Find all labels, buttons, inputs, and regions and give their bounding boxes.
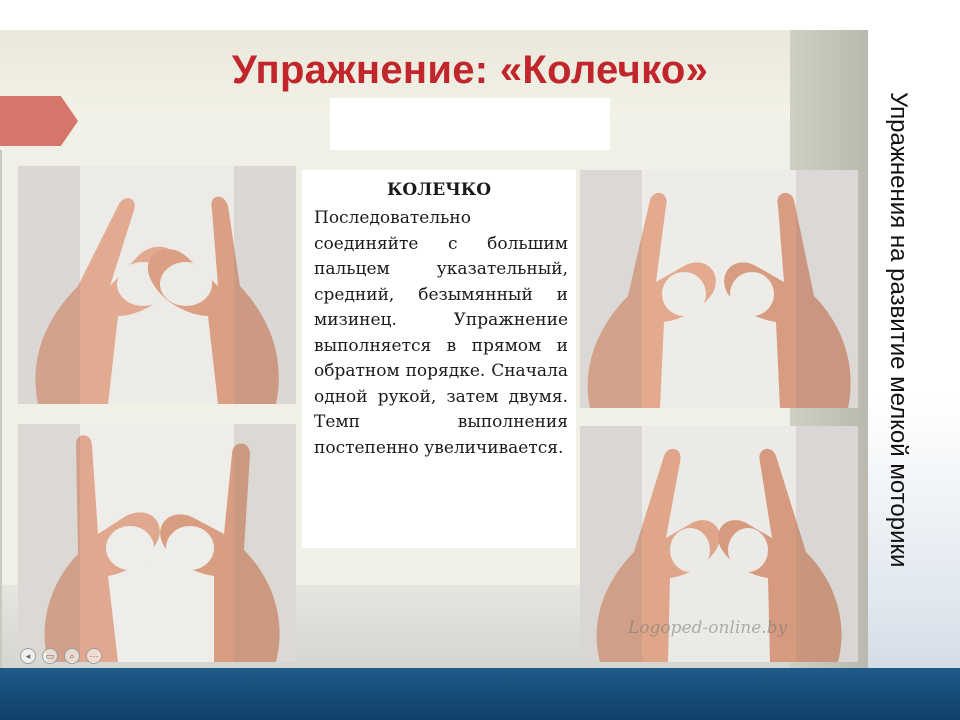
slideshow-toolbar: [20, 648, 102, 664]
slide-title: Упражнение: «Колечко»: [231, 48, 709, 92]
photo-shade: [796, 170, 858, 408]
more-icon[interactable]: ⋯: [86, 648, 102, 664]
exercise-description: Последовательно соединяйте с большим пальцем указательный, средний, безымянный и мизинец. Упражнение выполняется в прямом и обратном порядке. Сначала одной рукой, затем двумя. Темп выполнения постепенно увеличивается.: [314, 208, 568, 458]
previous-icon[interactable]: ◂: [20, 648, 36, 664]
exercise-text-card: [302, 170, 576, 548]
photo-shade: [796, 426, 858, 662]
photo-shade: [234, 166, 296, 404]
title-underlay: [330, 98, 610, 150]
photo-hands-top-right: [580, 170, 858, 408]
frame-left-line: [0, 150, 2, 670]
watermark: Logoped-online.by: [628, 618, 788, 638]
slides-icon[interactable]: ▭: [42, 648, 58, 664]
zoom-icon[interactable]: ⌕: [64, 648, 80, 664]
side-caption: Упражнения на развитие мелкой моторики: [885, 92, 912, 568]
bottom-bar: [0, 668, 960, 720]
photo-shade: [234, 424, 296, 662]
exercise-heading: КОЛЕЧКО: [386, 180, 492, 200]
photo-hands-top-left: [18, 166, 296, 404]
photo-shade: [18, 424, 80, 662]
photo-shade: [580, 170, 642, 408]
photo-shade: [18, 166, 80, 404]
photo-hands-bottom-left: [18, 424, 296, 662]
